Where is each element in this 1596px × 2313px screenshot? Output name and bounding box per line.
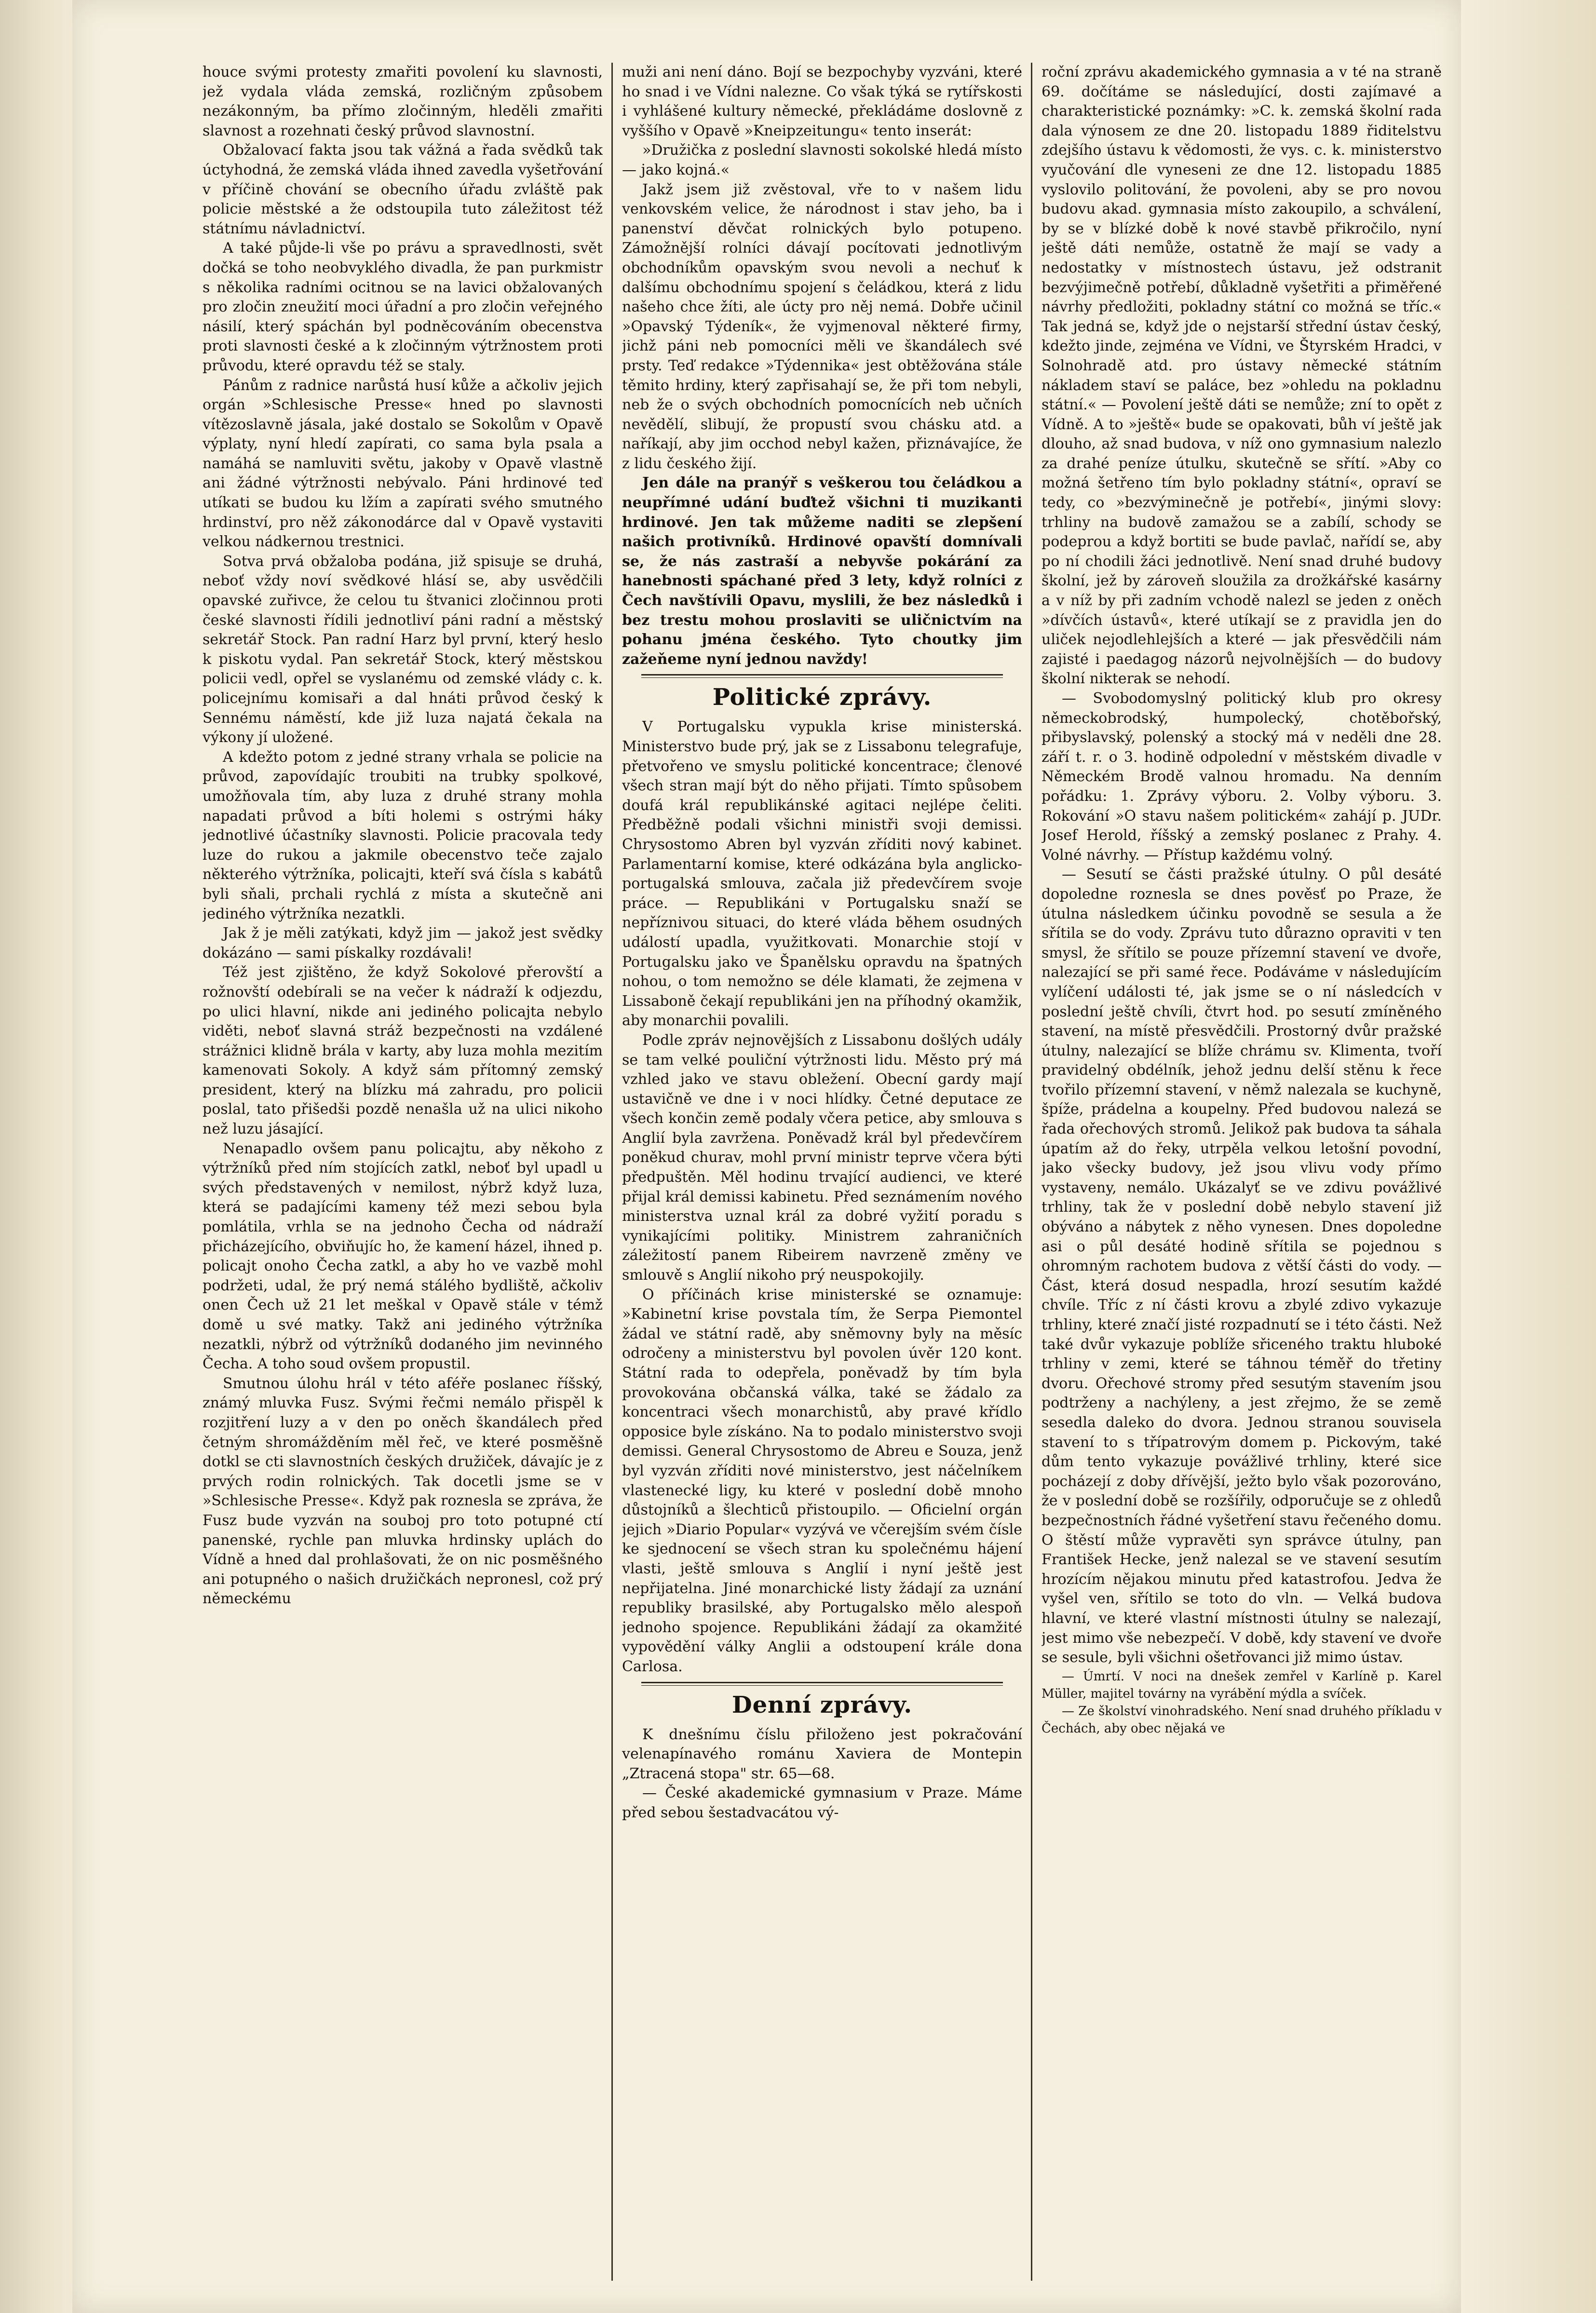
section-heading-denni-zpravy: Denní zprávy. — [731, 1691, 913, 1718]
paragraph: — České akademické gymnasium v Praze. Máme před sebou šestadvacátou vý- — [622, 1785, 1022, 1821]
column-left — [203, 63, 603, 2281]
paragraph: Jak ž je měli zatýkati, když jim — jakož jest svědky dokázáno — sami pískalky rozdávali! — [203, 925, 603, 961]
section-rule — [641, 674, 1003, 678]
paragraph: Smutnou úlohu hrál v této aféře poslanec říšský, známý mluvka Fusz. Svými řečmi nemálo přispěl k rozjitření luzy a v den po oněch škandálech před četným shromážděním měl řeč, ve které posměšně dotkl se cti slavnostních českých družiček, dávajíc je z prvých rodin rolnických. Tak docetli jsme se v »Schlesische Presse«. Když pak roznesla se zpráva, že Fusz bude vyzván na souboj pro toto potupné ctí panenské, rychle pan mluvka hrdinsky uplách do Vídně a hned dal prohlašovati, že on nic posměšného ani potupného o našich družičkách nepronesl, což prý německému — [203, 1375, 603, 1608]
paragraph: — Úmrtí. V noci na dnešek zemřel v Karlíně p. Karel Müller, majitel továrny na vyrábění mýdla a svíček. — [1041, 1669, 1442, 1701]
paragraph: Sotva prvá obžaloba podána, již spisuje se druhá, neboť vždy noví svědkové hlásí se, aby usvědčili opavské zuřivce, že celou tu štvanici zločinnou proti české slavnosti řídili jednotliví páni radní a městský sekretář Stock. Pan radní Harz byl první, který heslo k piskotu vydal. Pan sekretář Stock, který městskou policii vedl, opřel se vyslanému od zemské vlády c. k. policejnímu komisaři a dal hnáti průvod český k Sennému náměstí, kde již luza najatá čekala na výkony jí uložené. — [203, 553, 603, 746]
paragraph: A kdežto potom z jedné strany vrhala se policie na průvod, zapovídajíc troubiti na trubky spolkové, umožňovala tím, aby luza z druhé strany mohla napadati průvod a bíti holemi s ostrými háky jednotlivé účastníky slavnosti. Policie pracovala tedy luze do rukou a jakmile obecenstvo teče zajalo některého výtržníka, policajti, kteří svá čísla s kabátů byli sňali, prchali rychlá z místa a skutečně ani jediného výtržníka nezatkli. — [203, 748, 603, 922]
paragraph: Nenapadlo ovšem panu policajtu, aby někoho z výtržníků před ním stojících zatkl, neboť byl upadl u svých představených v nemilost, nýbrž když luza, která se padajícími kameny též mezi sebou byla pomlátila, vrhla se na jednoho Čecha od nádraží přicházejícího, obviňujíc ho, že kamení házel, ihned p. policajt onoho Čecha zatkl, a aby ho ve vazbě mohl podržeti, udal, že prý nemá stálého bydliště, ačkoliv onen Čech už 21 let meškal v Opavě stále v témž domě u své matky. Takž ani jediného výtržníka nezatkli, nýbrž od výtržníků dodaného jim nevinného Čecha. A toho soud ovšem propustil. — [203, 1140, 603, 1373]
page-left-edge — [0, 0, 72, 2313]
paragraph: houce svými protesty zmařiti povolení ku slavnosti, jež vydala vláda zemská, rozličným způsobem nezákonným, ba přímo zločinným, hleděli zmařiti slavnost a rozehnati český průvod slavnostní. — [203, 64, 603, 139]
paragraph: Též jest zjištěno, že když Sokolové přerovští a rožnovští odebírali se na večer k nádraží k odjezdu, po ulici hlavní, nikde ani jediného policajta nebylo viděti, neboť slavná stráž bezpečnosti na vzdálené strážnici klidně brála v karty, aby luza mohla mezitím kamenovati Sokoly. A když sám přítomný zemský president, který na blízku má zahradu, pro policii poslal, tato přišedši pozdě nenašla už na ulici nikoho než luzu jásající. — [203, 964, 603, 1138]
column-middle — [622, 63, 1022, 2281]
paragraph: Pánům z radnice narůstá husí kůže a ačkoliv jejich orgán »Schlesische Presse« hned po slavnosti vítězoslavně jásala, jaké dostalo se Sokolům v Opavě výplaty, nyní hledí zapírati, co sama byla psala a namáhá se namluviti světu, jakoby v Opavě vlastně ani žádné výtržnosti nebývalo. Páni hrdinové teď utíkati se budou ku lžím a zapírati svého smutného hrdinství, pro něž zákonodárce dal v Opavě vystaviti velkou nádkernou trestnici. — [203, 377, 603, 551]
paragraph: Podle zpráv nejnovějších z Lissabonu došlých udály se tam velké pouliční výtržnosti lidu. Město prý má vzhled jako ve stavu obležení. Obecní gardy mají ustavičně ve dne i v noci hlídky. Četné deputace ze všech končin země podaly včera petice, aby smlouva s Anglií byla zavržena. Poněvadž král byl předevčírem poněkud churav, mohl první ministr teprve včera býti předpuštěn. Měl hodinu trvající audienci, ve které přijal král demissi kabinetu. Před seznámením nového ministerstva uznal král za dobré vyžití poradu s vynikajícími politiky. Ministrem zahraničních záležitostí panem Ribeirem navrzeně změny ve smlouvě s Anglií nikoho prý neuspokojily. — [622, 1031, 1022, 1284]
paragraph: — Ze školství vinohradského. Není snad druhého příkladu v Čechách, aby obec nějaká ve — [1041, 1704, 1442, 1736]
paragraph: Obžalovací fakta jsou tak vážná a řada svědků tak úctyhodná, že zemská vláda ihned zavedla vyšetřování v příčině chování se obecního úřadu zvláště pak policie městské a že odstoupila tuto záležitost též státnímu návladnictví. — [203, 142, 603, 237]
quoted-advert: »Družička z poslední slavnosti sokolské hledá místo — jako kojná.« — [622, 142, 1022, 178]
paragraph: Jakž jsem již zvěstoval, vře to v našem lidu venkovském velice, že národnost i stav jeho, ba i panenství děvčat rolnických bylo potupeno. Zámožnější rolníci dávají pocítovati jednotlivým obchodníkům opavským svou nevoli a nechuť k dalšímu obchodnímu spojení s čeládkou, která z lidu našeho chce žíti, ale úcty pro něj nemá. Dobře učinil »Opavský Týdeník«, že vyjmenoval některé firmy, jichž páni neb pomocníci měli ve škandálech své prsty. Teď redakce »Týdennika« jest obtěžována stále těmito hrdiny, který zapřisahají se, že při tom nebyli, neb že o svých obchodních pomocnících neb učních nevědělí, slibují, že propustí svou chásku atd. a naříkají, aby jim occhod nebyl kažen, přiznávajíce, že z lidu českého žijí. — [622, 181, 1022, 472]
paragraph: O příčinách krise ministerské se oznamuje: »Kabinetní krise povstala tím, že Serpa Piemontel žádal ve státní radě, aby sněmovny byly na měsíc odročeny a ministerstvu byl povolen úvěr 120 kont. Státní rada to odepřela, poněvadž by tím byla provokována občanská válka, také se žádalo za koncentraci všech monarchistů, aby pravé křídlo opposice byle získáno. Na to podalo ministerstvo svoji demissi. General Chrysostomo de Abreu e Souza, jenž byl vyzván zříditi nové ministerstvo, jest náčelníkem vlastenecké ligy, ku které v poslední době mnoho důstojníků a šlechticů přistoupilo. — Oficielní orgán jejich »Diario Popular« vyzývá ve včerejším svém čísle ke sjednocení se všech stran ku společnému hájení vlasti, ještě smlouva s Anglií i nyní ještě jest nepřijatelna. Jiné monarchické listy žádají za uznání republiky brasilské, aby Portugalsko mělo alespoň jednoho spojence. Republikáni žádají za okamžité vypovědění války Anglii a odstoupení krále dona Carlosa. — [622, 1286, 1022, 1675]
paragraph: — Sesutí se části pražské útulny. O půl desáté dopoledne roznesla se dnes pověsť po Praze, že útulna následkem účinku povodně se sesula a že sřítila se do vody. Zprávu tuto důrazno opraviti v ten smysl, že sřítilo se pouze přízemní stavení ve dvoře, nalezající se při samé řece. Podáváme v následujícím vylíčení události té, jak jsme se o ní následcích v poslední ještě chvíli, čtvrt hod. po sesutí zmíněného stavení, na místě přesvědčili. Prostorný dvůr pražské útulny, nalezající se blíže chrámu sv. Klimenta, tvoří pravidelný obdélník, jehož jednu delší stěnu k řece tvořilo přízemní stavení, v němž nalezala se kuchyně, špíže, prádelna a koupelny. Před budovou nalezá se řada ořechových stromů. Jelikož pak budova ta sáhala úpatím až do řeky, utrpěla velkou letošní povodní, jako všecky budovy, jež jsou vlivu vody přímo vystaveny, nemálo. Ukázalyť se ve zdivu povážlivé trhliny, tak že v poslední době nebylo stavení již obýváno a nábytek z něho vynesen. Dnes dopoledne asi o půl desáté hodině sřítila se pojednou s ohromným rachotem budova z větší části do vody. — Část, která dosud nespadla, hrozí sesutím každé chvíle. Tříc z ní části krovu a zbylé zdivo vykazuje trhliny, které značí jisté rozpadnutí se i této části. Než také dvůr vykazuje poblíže sřiceného traktu hluboké trhliny v zemi, které se táhnou téměř do třetiny dvoru. Ořechové stromy před sesutým stavením jsou podtrženy a nachýleny, a jest zřejmo, že se země sesedla daleko do dvora. Jednou stranou souvisela stavení to s třípatrovým domem p. Pickovým, také dům tento vykazuje povážlivé trhliny, které sice pocházejí z doby dřívější, ježto bylo však pozorováno, že v poslední době se rozšířily, odporučuje se z ohledů bezpečnostních řádné vyšetření stavu řečeného domu. O štěstí může vypravěti syn správce útulny, pan František Hecke, jenž nalezal se ve stavení sesutím hrozícím nějakou minutu před katastrofou. Jedva že vyšel ven, sřítilo se toto do vln. — Velká budova hlavní, ve které vlastní místnosti útulny se nalezají, jest mimo vše nebezpečí. V době, kdy stavení ve dvoře se sesule, byli všichni ošetřovanci již mimo ústav. — [1041, 866, 1442, 1666]
paragraph: V Portugalsku vypukla krise ministerská. Ministerstvo bude prý, jak se z Lissabonu telegrafuje, přetvořeno ve smyslu politické koncentrace; členové všech stran mají být do něho přijati. Tímto spůsobem doufá král republikánské agitaci nejlépe čeliti. Předběžně podali všichni ministři svoji demissi. Chrysostomo Abren byl vyzván zříditi nový kabinet. Parlamentarní komise, které odkázána byla anglicko-portugalská smlouva, začala již předevčírem svoje práce. — Republikáni v Portugalsku snaží se nepříznivou situaci, do které vláda během osudných událostí upadla, využitkovati. Monarchie stojí v Portugalsku jako ve Španělsku opravdu na špatných nohou, o tom nemožno se déle klamati, že zejmena v Lissaboně čekají republikáni jen na příhodný okamžik, aby monarchii povalili. — [622, 718, 1022, 1029]
column-right — [1041, 63, 1442, 2281]
paragraph: — Svobodomyslný politický klub pro okresy německobrodský, humpolecký, chotěbořský, přibyslavský, polenský a stocký má v neděli dne 28. září t. r. o 3. hodině odpolední v městském divadle v Německém Brodě valnou hromadu. Na denním pořádku: 1. Zprávy výboru. 2. Volby výboru. 3. Rokování »O stavu našem politickém« zahájí p. JUDr. Josef Herold, říšský a zemský poslanec z Prahy. 4. Volné návrhy. — Přístup každému volný. — [1041, 690, 1442, 864]
column-divider — [1031, 63, 1032, 2281]
paragraph: A také půjde-li vše po právu a spravedlnosti, svět dočká se toho neobvyklého divadla, že pan purkmistr s několika radními ocitnou se na lavici obžalovaných pro zločin zneužití moci úřadní a pro zločin veřejného násilí, který spáchán byl podněcováním obecenstva proti slavnosti české a k zločinným výtržnostem proti průvodu, které opravdu též se staly. — [203, 240, 603, 374]
paragraph: muži ani není dáno. Bojí se bezpochyby vyzváni, které ho snad i ve Vídni nalezne. Co však týká se rytířskosti i vyhlášené kultury německé, překládáme doslovně z vyššího v Opavě »Kneipzeitungu« tento inserát: — [622, 64, 1022, 139]
paragraph: Jen dále na pranýř s veškerou tou čeládkou a neupřímné udání buďtež všichni ti muzikanti hrdinové. Jen tak můžeme naditi se zlepšení našich protivníků. Hrdinové opavští domnívali se, že nás zastraší a nebyvše pokárání za hanebnosti spáchané před 3 lety, když rolníci z Čech navštívili Opavu, myslili, že bez následků i bez trestu mohou proslaviti se uličnictvím na pohanu jména českého. Tyto choutky jim zažeňeme nyní jednou navždy! — [622, 474, 1022, 668]
section-heading-politicke-zpravy: Politické zprávy. — [712, 684, 932, 711]
paragraph: roční zprávu akademického gymnasia a v té na straně 69. dočítáme se následující, dosti zajímavé a charakteristické poznámky: »C. k. zemská školní rada dala výnosem ze dne 20. listopadu 1889 řiditelstvu zdejšího ústavu k vědomosti, že vys. c. k. ministerstvo vyučování dle vyneseni ze dne 12. listopadu 1885 vyslovilo politování, že povoleni, aby se pro novou budovu akad. gymnasia místo zakoupilo, a schválení, by se v blízké době k nové stavbě přikročilo, nyní ještě dáti nemůže, ostatně že mají se vady a nedostatky v místnostech ústavu, jež odstranit bezvýjimečně potřebí, důkladně vyšetřiti a přiměřené návrhy předložiti, pokladny státní co možná se tříc.« Tak jedná se, když jde o nejstarší střední ústav český, kdežto jinde, zejména ve Vídni, ve Štyrském Hradci, v Solnohradě atd. pro ústavy německé státním nákladem staví se paláce, bez »ohledu na pokladnu státní.« — Povolení ještě dáti se nemůže; zní to opět z Vídně. A to »ještě« bude se opakovati, bůh ví ještě jak dlouho, až snad budova, v níž ono gymnasium nalezlo za drahé peníze útulku, skutečně se sřítí. »Aby co možná šetřeno tím bylo pokladny státní«, opraví se tedy, co »bezvýminečně je potřebí«, jinými slovy: trhliny na budově zamažou se a zabílí, schody se podeprou a když bortiti se bude pavlač, nařídí se, aby po ní chodili žáci jednotlivě. Není snad druhé budovy školní, jež by zároveň sloužila za drožkářské kasárny a v níž by při zadním vchodě nalezl se jeden z oněch »dívčích ústavů«, které utíkají se z pravidla jen do uliček nejodlehlejších a které — jak přesvědčili nám zajisté i paedagog názorů nejvolnějších — do budovy školní nikterak se nehodí. — [1041, 64, 1442, 688]
column-divider — [611, 63, 613, 2281]
page-right-edge — [1461, 0, 1596, 2313]
section-rule — [641, 1682, 1003, 1686]
paragraph: K dnešnímu číslu přiloženo jest pokračování velenapínavého románu Xaviera de Montepin „Ztracená stopa" str. 65—68. — [622, 1726, 1022, 1782]
